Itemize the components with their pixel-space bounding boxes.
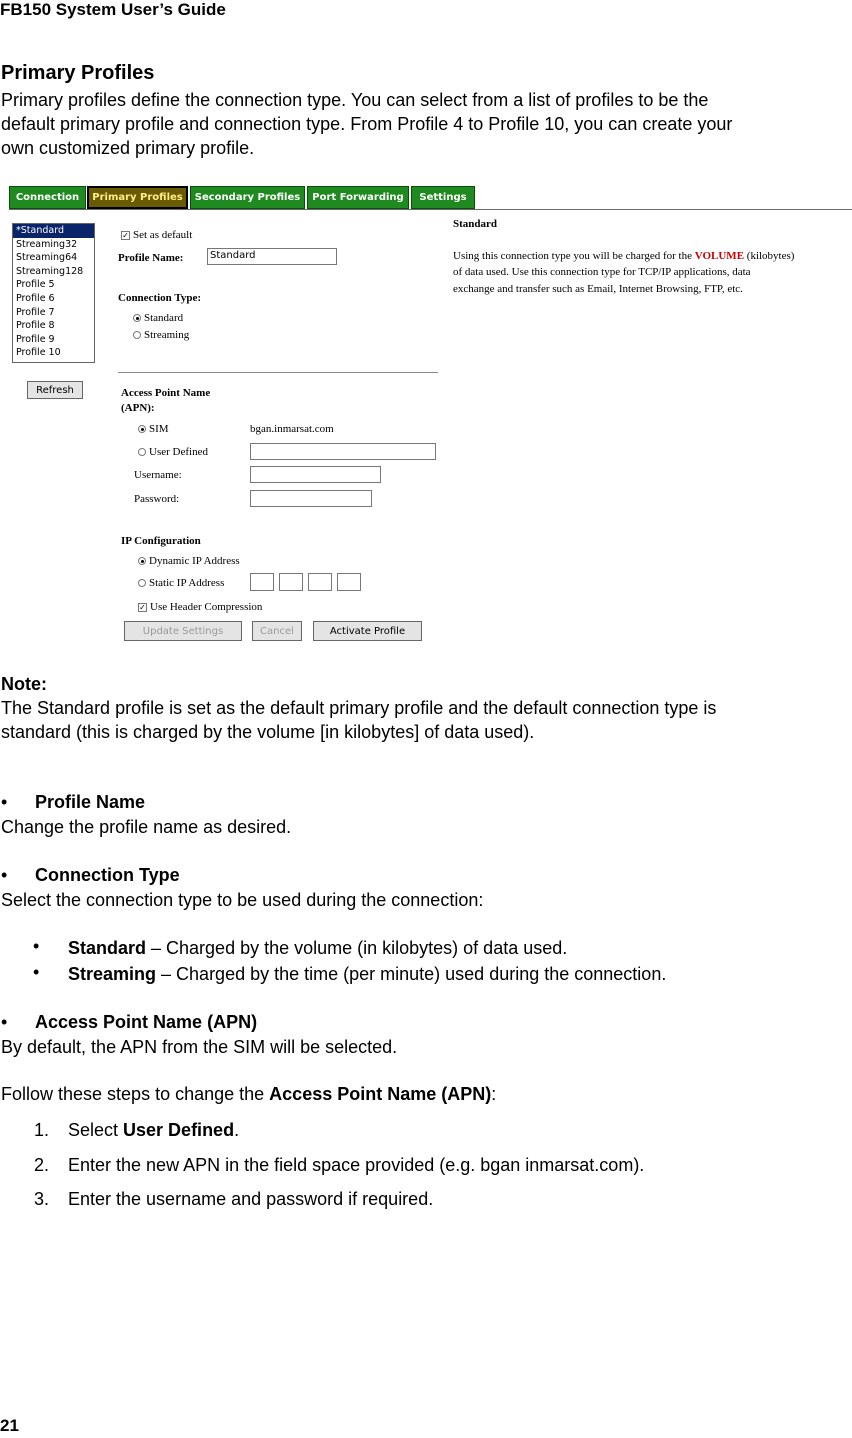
profile-listbox[interactable] bbox=[12, 223, 95, 363]
bullet-dot: • bbox=[33, 936, 40, 956]
info-line bbox=[453, 250, 794, 262]
info-text: Using this connection type you will be charged for the bbox=[453, 250, 692, 262]
volume-highlight: VOLUME bbox=[694, 250, 745, 262]
bullet-title: Connection Type bbox=[35, 865, 180, 885]
note-title: Note: bbox=[1, 674, 47, 694]
bullet-title: Access Point Name (APN) bbox=[35, 1012, 258, 1032]
apn-user-defined-label: User Defined bbox=[149, 446, 208, 458]
profile-list-item[interactable]: Streaming128 bbox=[16, 265, 84, 277]
intro-line: Primary profiles define the connection type. You can select from a list of profiles to be the bbox=[1, 90, 709, 110]
static-ip-radio[interactable] bbox=[138, 579, 146, 587]
step-number: 3. bbox=[34, 1189, 50, 1209]
bullet-dot: • bbox=[33, 962, 40, 982]
profile-list-item[interactable]: Profile 8 bbox=[16, 320, 55, 332]
update-settings-button[interactable]: Update Settings bbox=[124, 621, 242, 641]
profile-list-item[interactable]: Profile 7 bbox=[16, 306, 55, 318]
apn-user-defined-row bbox=[138, 446, 208, 458]
divider bbox=[118, 372, 438, 373]
set-default-checkbox[interactable]: ✓ bbox=[122, 230, 129, 240]
ip-config-label: IP Configuration bbox=[121, 535, 201, 547]
apn-user-defined-input[interactable] bbox=[250, 443, 436, 460]
intro-line: default primary profile and connection type. From Profile 4 to Profile 10, you can create your bbox=[1, 114, 733, 134]
streaming-title: Streaming bbox=[68, 964, 157, 984]
username-label: Username: bbox=[134, 469, 182, 481]
page-number: 21 bbox=[0, 1416, 19, 1435]
conn-standard-label: Standard bbox=[144, 312, 184, 324]
intro-line: own customized primary profile. bbox=[1, 138, 255, 158]
static-ip-label: Static IP Address bbox=[149, 577, 225, 589]
dynamic-ip-radio[interactable] bbox=[138, 557, 146, 565]
profile-name-label: Profile Name: bbox=[118, 252, 184, 264]
username-input[interactable] bbox=[250, 466, 381, 483]
connection-type-label: Connection Type: bbox=[118, 292, 202, 304]
dynamic-ip-row bbox=[138, 555, 240, 567]
bullet-dot: • bbox=[1, 792, 8, 812]
bullet-text: Select the connection type to be used during the connection: bbox=[1, 890, 484, 910]
info-text: (kilobytes) bbox=[746, 250, 795, 262]
apn-label: Access Point Name bbox=[121, 387, 211, 399]
static-ip-octet-input[interactable] bbox=[337, 573, 361, 591]
bullet-text: Change the profile name as desired. bbox=[1, 817, 292, 837]
tab-secondary-profiles[interactable]: Secondary Profiles bbox=[190, 186, 305, 209]
step1-bold: User Defined bbox=[123, 1120, 235, 1140]
streaming-text: – Charged by the time (per minute) used during the connection. bbox=[156, 964, 667, 984]
apn-label-sub: (APN): bbox=[121, 402, 155, 414]
set-default-label: Set as default bbox=[133, 229, 193, 241]
profile-list-item[interactable]: Streaming32 bbox=[16, 238, 78, 250]
conn-streaming-radio[interactable] bbox=[133, 331, 141, 339]
tab-port-forwarding[interactable]: Port Forwarding bbox=[307, 186, 409, 209]
activate-profile-button[interactable]: Activate Profile bbox=[313, 621, 422, 641]
info-line: of data used. Use this connection type for TCP/IP applications, data bbox=[453, 266, 751, 278]
bullet-dot: • bbox=[1, 865, 8, 885]
header-compression-label: Use Header Compression bbox=[150, 601, 263, 613]
apn-user-defined-radio[interactable] bbox=[138, 448, 146, 456]
profile-name-input[interactable]: Standard bbox=[207, 248, 337, 265]
profile-list-item[interactable]: Profile 5 bbox=[16, 279, 55, 291]
cancel-button[interactable]: Cancel bbox=[252, 621, 302, 641]
step-text: Enter the username and password if required. bbox=[68, 1189, 434, 1209]
document-header: FB150 System User’s Guide bbox=[0, 0, 226, 19]
conn-streaming-label: Streaming bbox=[144, 329, 190, 341]
step-number: 2. bbox=[34, 1155, 50, 1175]
steps-intro-bold: Access Point Name (APN) bbox=[269, 1084, 492, 1104]
profile-list-item[interactable]: Profile 9 bbox=[16, 333, 55, 345]
step-text bbox=[68, 1118, 239, 1142]
step-number: 1. bbox=[34, 1120, 50, 1140]
step1-pre: Select bbox=[68, 1120, 124, 1140]
bullet-dot: • bbox=[1, 1012, 8, 1032]
apn-sim-value: bgan.inmarsat.com bbox=[250, 423, 334, 435]
streaming-item bbox=[68, 962, 666, 986]
tab-primary-profiles[interactable]: Primary Profiles bbox=[87, 186, 188, 209]
profile-list-item[interactable]: Profile 10 bbox=[16, 347, 61, 359]
set-default-row bbox=[121, 229, 192, 241]
static-ip-octet-input[interactable] bbox=[279, 573, 303, 591]
header-compression-checkbox[interactable]: ✓ bbox=[139, 602, 146, 612]
bullet-title: Profile Name bbox=[35, 792, 146, 812]
step1-post: . bbox=[234, 1120, 240, 1140]
note-line: standard (this is charged by the volume [in kilobytes] of data used). bbox=[1, 722, 535, 742]
apn-sim-label: SIM bbox=[149, 423, 169, 435]
info-line: exchange and transfer such as Email, Internet Browsing, FTP, etc. bbox=[453, 283, 743, 295]
standard-item bbox=[68, 936, 567, 960]
password-label: Password: bbox=[134, 493, 180, 505]
steps-intro-text: Follow these steps to change the bbox=[1, 1084, 270, 1104]
standard-text: – Charged by the volume (in kilobytes) of data used. bbox=[146, 938, 568, 958]
bullet-text: By default, the APN from the SIM will be selected. bbox=[1, 1037, 398, 1057]
apn-sim-radio[interactable] bbox=[138, 425, 146, 433]
static-ip-row bbox=[138, 577, 224, 589]
profile-list-item[interactable]: Profile 6 bbox=[16, 292, 55, 304]
steps-intro-text: : bbox=[491, 1084, 497, 1104]
conn-streaming-row bbox=[133, 329, 189, 341]
refresh-button[interactable]: Refresh bbox=[27, 381, 83, 399]
steps-intro bbox=[1, 1082, 496, 1106]
profile-list-item[interactable]: *Standard bbox=[13, 224, 94, 238]
password-input[interactable] bbox=[250, 490, 372, 507]
profile-list-item[interactable]: Streaming64 bbox=[16, 252, 78, 264]
note-line: The Standard profile is set as the default primary profile and the default connection type is bbox=[1, 698, 717, 718]
apn-sim-row bbox=[138, 423, 169, 435]
static-ip-octet-input[interactable] bbox=[250, 573, 274, 591]
conn-standard-row bbox=[133, 312, 183, 324]
static-ip-octet-input[interactable] bbox=[308, 573, 332, 591]
info-title: Standard bbox=[453, 218, 498, 230]
tab-bar bbox=[9, 186, 852, 210]
conn-standard-radio[interactable] bbox=[133, 314, 141, 322]
dynamic-ip-label: Dynamic IP Address bbox=[149, 555, 240, 567]
step-text: Enter the new APN in the field space provided (e.g. bgan inmarsat.com). bbox=[68, 1155, 645, 1175]
header-compression-row bbox=[138, 601, 262, 613]
standard-title: Standard bbox=[68, 938, 147, 958]
section-title: Primary Profiles bbox=[1, 62, 155, 84]
tab-connection[interactable]: Connection bbox=[9, 186, 86, 209]
tab-settings[interactable]: Settings bbox=[411, 186, 475, 209]
